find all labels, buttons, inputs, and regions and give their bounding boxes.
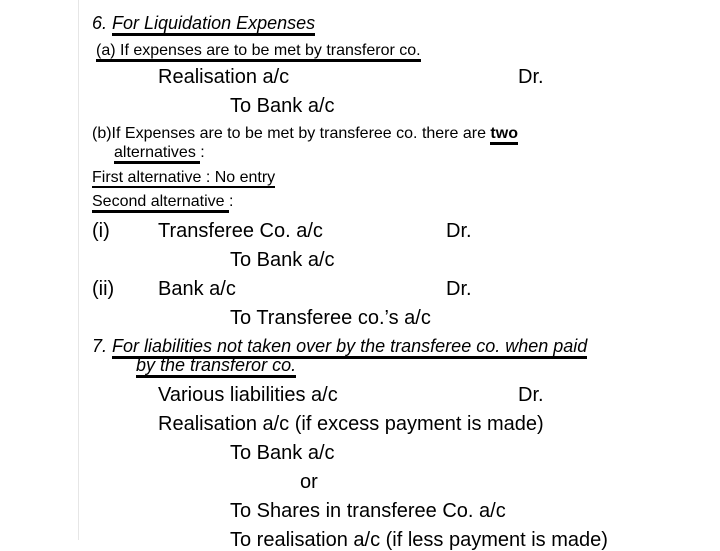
section-7-number: 7. — [92, 336, 113, 356]
alt-i-entry: Transferee Co. a/c — [158, 220, 323, 242]
first-alternative-text: First alternative : No entry — [92, 169, 276, 186]
second-alternative-colon: : — [228, 193, 234, 210]
alt-i-dr: Dr. — [446, 220, 472, 242]
entry-various-liabilities: Various liabilities a/c — [158, 384, 338, 406]
alt-ii-label: (ii) — [92, 278, 115, 300]
entry-realisation-excess: Realisation a/c (if excess payment is made) — [158, 413, 544, 435]
section-6-title: For Liquidation Expenses — [112, 13, 315, 36]
alt-ii-dr: Dr. — [446, 278, 472, 300]
second-alternative-text: Second alternative — [92, 193, 229, 213]
section-6b-bold-two: two — [490, 125, 518, 145]
section-7-heading — [92, 337, 587, 355]
section-6b-alternatives: alternatives — [114, 144, 200, 164]
entry-to-bank: To Bank a/c — [230, 95, 335, 117]
section-6-heading — [92, 14, 315, 32]
section-7-title-line1: For liabilities not taken over by the transferee co. when paid — [112, 336, 587, 359]
section-6b-text: (b)If Expenses are to be met by transferee co. there are — [92, 125, 491, 142]
section-6a-prefix: (a — [96, 42, 110, 62]
section-7-heading-line2 — [136, 356, 296, 374]
slide-margin-rule — [78, 0, 79, 540]
entry-or: or — [300, 471, 318, 493]
entry-to-shares: To Shares in transferee Co. a/c — [230, 500, 506, 522]
alt-i-to-bank: To Bank a/c — [230, 249, 335, 271]
entry-various-liabilities-dr: Dr. — [518, 384, 544, 406]
section-6a-text: ) If expenses are to be met by transferor co. — [110, 42, 420, 62]
section-7-title-line2: by the transferor co. — [136, 355, 296, 378]
section-6b-line2 — [114, 145, 205, 161]
alt-ii-entry: Bank a/c — [158, 278, 236, 300]
alt-i-label: (i) — [92, 220, 110, 242]
first-alternative — [92, 170, 275, 186]
second-alternative — [92, 194, 233, 210]
section-6a-heading — [96, 43, 421, 59]
alt-ii-to-transferee: To Transferee co.’s a/c — [230, 307, 431, 329]
entry-to-bank-7: To Bank a/c — [230, 442, 335, 464]
entry-realisation-dr: Dr. — [518, 66, 544, 88]
section-6-number: 6. — [92, 13, 113, 33]
entry-to-realisation-less: To realisation a/c (if less payment is made) — [230, 529, 608, 551]
section-6b-line1 — [92, 126, 518, 142]
entry-realisation: Realisation a/c — [158, 66, 290, 88]
section-6b-colon: : — [200, 144, 205, 161]
